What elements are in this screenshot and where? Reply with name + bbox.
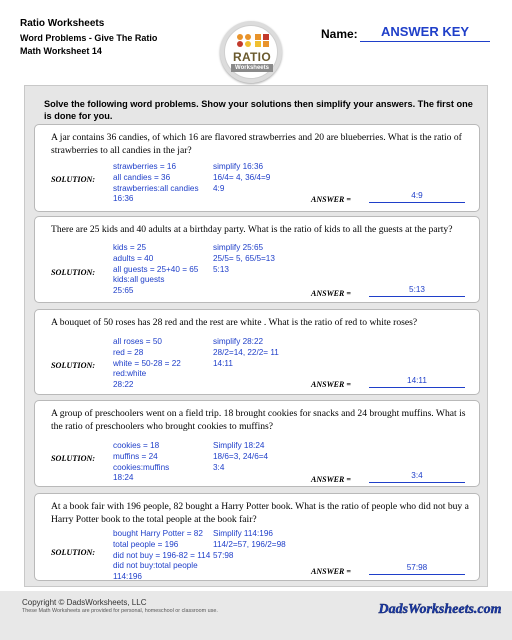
work-line: 18/6=3, 24/6=4	[213, 451, 269, 461]
work-line: Simplify 114:196	[213, 529, 273, 538]
work-line: 14:11	[213, 358, 233, 368]
work-line: all guests = 25+40 = 65	[113, 264, 199, 274]
work-line: did not buy = 196-82 = 114	[113, 550, 211, 560]
work-line: simplify 25:65	[213, 243, 264, 252]
answer-label: ANSWER =	[311, 289, 351, 298]
work-line: cookies = 18	[113, 441, 160, 450]
solution-work-right	[213, 337, 279, 369]
work-line: 4:9	[213, 183, 225, 193]
work-line: 16/4= 4, 36/4=9	[213, 172, 271, 182]
dadsworksheets-logo	[378, 595, 502, 621]
logo-square-icon	[263, 41, 269, 47]
answer-value: 4:9	[369, 191, 465, 203]
solution-work-right	[213, 529, 286, 561]
work-line: simplify 16:36	[213, 162, 264, 171]
solution-label: SOLUTION:	[51, 361, 96, 370]
footer	[0, 591, 512, 640]
logo-square-icon	[255, 34, 261, 40]
answer-value: 57:98	[369, 563, 465, 575]
solution-label: SOLUTION:	[51, 454, 96, 463]
work-line: 25:65	[113, 286, 134, 296]
work-line: cookies:muffins	[113, 462, 170, 472]
instructions: Solve the following word problems. Show your solutions then simplify your answers. The first one is done for you.	[44, 99, 473, 121]
work-line: red:white	[113, 369, 147, 379]
logo-dot-icon	[237, 41, 243, 47]
problem-card	[34, 124, 480, 212]
name-label: Name:	[321, 27, 358, 41]
worksheet-number: Math Worksheet 14	[20, 46, 102, 56]
work-line: 25/5= 5, 65/5=13	[213, 253, 275, 263]
work-line: 3:4	[213, 462, 225, 472]
answer-value: 5:13	[369, 285, 465, 297]
answer-label: ANSWER =	[311, 380, 351, 389]
answer-value: 3:4	[369, 471, 465, 483]
solution-work-right	[213, 243, 275, 275]
problem-question: A group of preschoolers went on a field trip. 18 brought cookies for snacks and 24 brought muffins. What is the ratio of preschoolers who brought cookies to muffins?	[51, 408, 466, 432]
answer-label: ANSWER =	[311, 475, 351, 484]
logo-dot-icon	[245, 34, 251, 40]
usage-note: These Math Worksheets are provided for personal, homeschool or classroom use.	[22, 608, 218, 614]
solution-label: SOLUTION:	[51, 268, 96, 277]
worksheet-subtitle: Word Problems - Give The Ratio	[20, 33, 158, 43]
solution-work-left	[113, 162, 199, 205]
work-line: Simplify 18:24	[213, 441, 265, 450]
work-line: strawberries = 16	[113, 162, 177, 171]
worksheet-title: Ratio Worksheets	[20, 18, 105, 29]
work-line: all candies = 36	[113, 172, 171, 182]
work-line: kids = 25	[113, 243, 146, 252]
work-line: all roses = 50	[113, 337, 162, 346]
solution-work-left	[113, 529, 210, 583]
work-line: 114:196	[113, 572, 142, 582]
problem-card	[34, 400, 480, 487]
solution-label: SOLUTION:	[51, 548, 96, 557]
brand-text: DadsWorksheets.com	[378, 602, 502, 617]
solution-work-right	[213, 162, 270, 194]
work-line: simplify 28:22	[213, 337, 264, 346]
logo-dot-icon	[237, 34, 243, 40]
work-line: 28/2=14, 22/2= 11	[213, 347, 279, 357]
copyright: Copyright © DadsWorksheets, LLC	[22, 598, 147, 607]
problem-card	[34, 493, 480, 581]
problem-card	[34, 216, 480, 303]
work-line: did not buy:total people	[113, 561, 198, 571]
work-line: white = 50-28 = 22	[113, 358, 181, 368]
work-line: muffins = 24	[113, 451, 158, 461]
logo-title: RATIO	[233, 50, 271, 64]
logo-square-icon	[263, 34, 269, 40]
problem-question: A bouquet of 50 roses has 28 red and the rest are white . What is the ratio of red to white roses?	[51, 317, 418, 328]
ratio-logo	[220, 21, 282, 83]
work-line: 57:98	[213, 550, 234, 560]
problem-card	[34, 309, 480, 395]
solution-work-left	[113, 243, 198, 297]
logo-square-icon	[255, 41, 261, 47]
problem-question: At a book fair with 196 people, 82 bought a Harry Potter book. What is the ratio of people who did not buy a Harry Potter book to the total people at the book fair?	[51, 501, 469, 525]
solution-work-left	[113, 337, 181, 391]
name-field: ANSWER KEY	[360, 24, 490, 42]
work-line: strawberries:all candies	[113, 183, 199, 193]
logo-dot-icon	[245, 41, 251, 47]
work-line: red = 28	[113, 347, 144, 357]
work-line: 28:22	[113, 380, 134, 390]
answer-label: ANSWER =	[311, 195, 351, 204]
logo-subtitle: Worksheets	[231, 64, 273, 72]
answer-label: ANSWER =	[311, 567, 351, 576]
work-line: bought Harry Potter = 82	[113, 529, 203, 538]
work-line: total people = 196	[113, 539, 179, 549]
work-line: adults = 40	[113, 253, 154, 263]
solution-work-right	[213, 441, 268, 473]
work-line: 5:13	[213, 264, 229, 274]
solution-work-left	[113, 441, 169, 484]
work-line: kids:all guests	[113, 275, 165, 285]
solution-label: SOLUTION:	[51, 175, 96, 184]
problem-question: A jar contains 36 candies, of which 16 are flavored strawberries and 20 are blueberries. What is the ratio of strawberries to all candies in the jar?	[51, 132, 462, 156]
problem-question: There are 25 kids and 40 adults at a birthday party. What is the ratio of kids to all the guests at the party?	[51, 224, 453, 235]
work-line: 16:36	[113, 194, 134, 204]
work-line: 114/2=57, 196/2=98	[213, 539, 286, 549]
answer-value: 14:11	[369, 376, 465, 388]
work-line: 18:24	[113, 473, 134, 483]
